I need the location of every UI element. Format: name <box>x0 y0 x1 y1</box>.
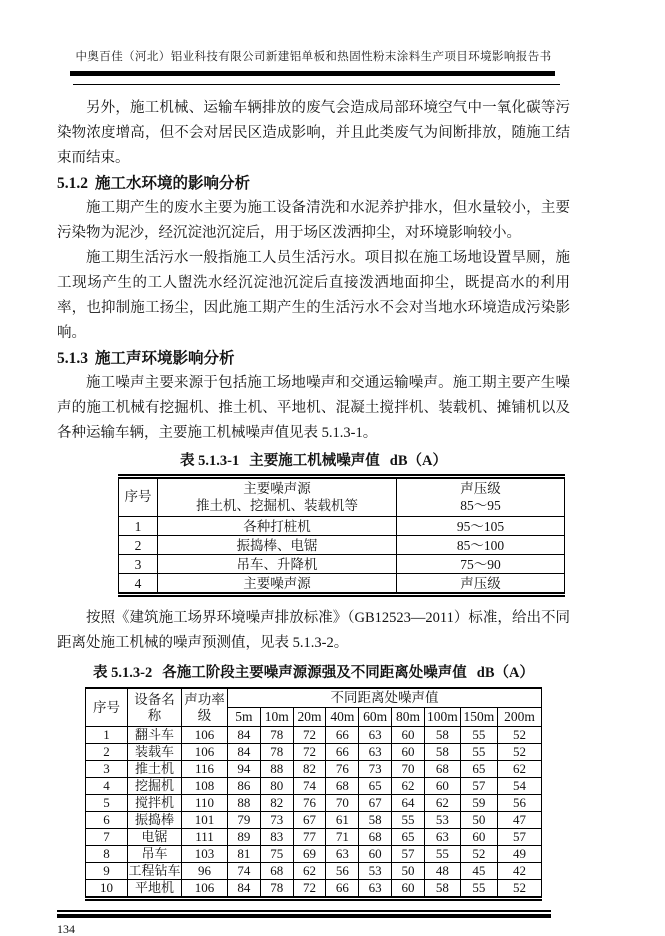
table-cell: 52 <box>497 727 541 744</box>
table-cell: 4 <box>119 574 158 595</box>
table2-caption <box>57 663 570 683</box>
table-cell: 45 <box>460 863 497 880</box>
table-cell: 63 <box>359 744 392 761</box>
table-cell: 5 <box>86 795 128 812</box>
table2-caption-title: 各施工阶段主要噪声源源强及不同距离处噪声值 <box>162 665 467 681</box>
distance-noise-table-body <box>86 727 542 899</box>
table-cell: 101 <box>182 812 228 829</box>
table-cell: 68 <box>326 778 359 795</box>
table-cell: 振捣棒、电锯 <box>158 536 397 555</box>
table-cell: 68 <box>359 829 392 846</box>
table-cell: 搅拌机 <box>128 795 182 812</box>
table-cell: 3 <box>86 761 128 778</box>
table-cell: 106 <box>182 880 228 899</box>
table-cell: 108 <box>182 778 228 795</box>
table-cell: 73 <box>260 812 293 829</box>
table-cell: 62 <box>293 863 326 880</box>
table-cell: 100m <box>424 708 460 727</box>
table-cell: 70 <box>392 761 425 778</box>
table-row <box>86 778 542 795</box>
table-cell: 振捣棒 <box>128 812 182 829</box>
table-cell: 116 <box>182 761 228 778</box>
table-row <box>119 555 565 574</box>
table-row <box>86 744 542 761</box>
table-cell: 57 <box>392 846 425 863</box>
table-cell: 60 <box>392 727 425 744</box>
table-row <box>86 846 542 863</box>
table-cell: 56 <box>497 795 541 812</box>
table1-caption-title: 主要施工机械噪声值 <box>249 453 380 469</box>
table-cell: 79 <box>228 812 261 829</box>
table-cell: 65 <box>392 829 425 846</box>
table-cell: 各种打桩机 <box>158 517 397 536</box>
heading-5-1-3 <box>57 346 570 371</box>
table-cell: 56 <box>326 863 359 880</box>
para-wastewater-1: 施工期产生的废水主要为施工设备清洗和水泥养护排水，但水量较小，主要污染物为泥沙，经沉淀池沉淀后，用于场区泼洒抑尘，对环境影响较小。 <box>57 200 570 241</box>
table1-col-level <box>397 477 565 517</box>
table2-col-device: 设备名称 <box>128 688 182 727</box>
table-cell: 70 <box>326 795 359 812</box>
table-row <box>86 863 542 880</box>
table-cell: 53 <box>359 863 392 880</box>
doc-header <box>57 50 570 85</box>
table-cell: 7 <box>86 829 128 846</box>
table-cell: 60 <box>460 829 497 846</box>
page-content <box>57 50 570 936</box>
page-number: 134 <box>57 922 75 936</box>
table-cell: 63 <box>424 829 460 846</box>
table-cell: 72 <box>293 744 326 761</box>
table1-col-level-line1: 声压级 <box>460 481 501 496</box>
table-cell: 62 <box>392 778 425 795</box>
table-cell: 4 <box>86 778 128 795</box>
table-cell: 平地机 <box>128 880 182 899</box>
table-cell: 96 <box>182 863 228 880</box>
table-cell: 57 <box>460 778 497 795</box>
table-cell: 48 <box>424 863 460 880</box>
table-row <box>86 795 542 812</box>
table-cell: 88 <box>260 761 293 778</box>
header-rule-thick <box>70 71 555 76</box>
table-cell: 106 <box>182 727 228 744</box>
table-cell: 68 <box>260 863 293 880</box>
table-cell: 106 <box>182 744 228 761</box>
table-cell: 40m <box>326 708 359 727</box>
table-row <box>119 536 565 555</box>
table1-col-index: 序号 <box>119 477 158 517</box>
table-cell: 62 <box>424 795 460 812</box>
table-cell: 10m <box>260 708 293 727</box>
table-cell: 72 <box>293 880 326 899</box>
table1-col-source-line2: 推土机、挖掘机、装载机等 <box>196 497 358 513</box>
table-cell: 3 <box>119 555 158 574</box>
table-cell: 58 <box>359 812 392 829</box>
table-cell: 86 <box>228 778 261 795</box>
footer-rule-thick <box>57 914 551 919</box>
doc-header-title: 中奥百佳（河北）铝业科技有限公司新建铝单板和热固性粉末涂料生产项目环境影响报告书 <box>75 51 552 63</box>
table-cell: 63 <box>359 880 392 899</box>
table-cell: 94 <box>228 761 261 778</box>
table-cell: 82 <box>293 761 326 778</box>
table-row <box>86 880 542 899</box>
table-cell: 5m <box>228 708 261 727</box>
table-cell: 55 <box>424 846 460 863</box>
distance-noise-table <box>85 687 542 901</box>
table-cell: 69 <box>293 846 326 863</box>
table-cell: 20m <box>293 708 326 727</box>
table-cell: 55 <box>392 812 425 829</box>
document-body <box>57 96 570 901</box>
table-cell: 挖掘机 <box>128 778 182 795</box>
table-cell: 60 <box>424 778 460 795</box>
table-cell: 1 <box>86 727 128 744</box>
table-cell: 55 <box>460 880 497 899</box>
table-cell: 80 <box>260 778 293 795</box>
table-header-row <box>119 477 565 517</box>
table2-col-distance-group: 不同距离处噪声值 <box>228 688 542 708</box>
table-cell: 62 <box>497 761 541 778</box>
table-cell: 64 <box>392 795 425 812</box>
para-standard-reference: 按照《建筑施工场界环境噪声排放标准》（GB12523—2011）标准，给出不同距离处施工机械的噪声预测值，见表 5.1.3-2。 <box>57 610 570 651</box>
table-cell: 59 <box>460 795 497 812</box>
table-cell: 55 <box>460 727 497 744</box>
table-cell: 67 <box>359 795 392 812</box>
table2-caption-unit: dB（A） <box>476 665 534 681</box>
table-cell: 82 <box>260 795 293 812</box>
table-row <box>86 812 542 829</box>
table-cell: 72 <box>293 727 326 744</box>
table-cell: 78 <box>260 744 293 761</box>
table-cell: 54 <box>497 778 541 795</box>
table-cell: 2 <box>86 744 128 761</box>
heading-title: 施工水环境的影响分析 <box>95 175 251 192</box>
table-cell: 76 <box>326 761 359 778</box>
table-cell: 53 <box>424 812 460 829</box>
table-cell: 2 <box>119 536 158 555</box>
table-cell: 84 <box>228 744 261 761</box>
table-cell: 80m <box>392 708 425 727</box>
table1-caption <box>57 451 570 471</box>
table-cell: 58 <box>424 744 460 761</box>
table1-col-source-line1: 主要噪声源 <box>243 481 311 496</box>
heading-title: 施工声环境影响分析 <box>95 350 235 367</box>
heading-5-1-2 <box>57 171 570 196</box>
table-cell: 74 <box>228 863 261 880</box>
table-cell: 50 <box>460 812 497 829</box>
table-cell: 装载车 <box>128 744 182 761</box>
table-cell: 10 <box>86 880 128 899</box>
table-cell: 75～90 <box>397 555 565 574</box>
table-cell: 83 <box>260 829 293 846</box>
table-cell: 84 <box>228 727 261 744</box>
table-cell: 55 <box>460 744 497 761</box>
table-cell: 78 <box>260 727 293 744</box>
table-cell: 52 <box>460 846 497 863</box>
heading-number: 5.1.2 <box>57 175 88 192</box>
table-cell: 49 <box>497 846 541 863</box>
table-cell: 57 <box>497 829 541 846</box>
para-noise-sources: 施工噪声主要来源于包括施工场地噪声和交通运输噪声。施工期主要产生噪声的施工机械有挖掘机、推土机、平地机、混凝土搅拌机、装载机、摊铺机以及各种运输车辆，主要施工机械噪声值见表 5.1.3-1。 <box>57 375 570 441</box>
table2-col-index: 序号 <box>86 688 128 727</box>
table-cell: 电锯 <box>128 829 182 846</box>
table-cell: 翻斗车 <box>128 727 182 744</box>
table-cell: 6 <box>86 812 128 829</box>
table1-caption-label: 表 5.1.3-1 <box>180 453 240 469</box>
table-cell: 84 <box>228 880 261 899</box>
table-cell: 81 <box>228 846 261 863</box>
header-rule-thin <box>73 84 560 86</box>
table-cell: 63 <box>326 846 359 863</box>
table-cell: 61 <box>326 812 359 829</box>
table-cell: 78 <box>260 880 293 899</box>
table-cell: 74 <box>293 778 326 795</box>
table-cell: 66 <box>326 744 359 761</box>
table-cell: 声压级 <box>397 574 565 595</box>
table-cell: 77 <box>293 829 326 846</box>
table-cell: 工程钻车 <box>128 863 181 879</box>
table-cell: 68 <box>424 761 460 778</box>
table-cell: 52 <box>497 880 541 899</box>
table2-col-power: 声功率级 <box>182 688 228 727</box>
table-cell: 60 <box>392 744 425 761</box>
heading-number: 5.1.3 <box>57 350 88 367</box>
table-cell: 71 <box>326 829 359 846</box>
table-cell: 吊车 <box>128 846 182 863</box>
table-cell: 50 <box>392 863 425 880</box>
table-cell: 1 <box>119 517 158 536</box>
table-cell: 52 <box>497 744 541 761</box>
table-cell: 73 <box>359 761 392 778</box>
table1-caption-unit: dB（A） <box>389 453 447 469</box>
table-row <box>119 517 565 536</box>
table-cell: 66 <box>326 880 359 899</box>
footer-rule-thin <box>57 910 551 912</box>
table-cell: 150m <box>460 708 497 727</box>
para-air-impact: 另外，施工机械、运输车辆排放的废气会造成局部环境空气中一氧化碳等污染物浓度增高，但不会对居民区造成影响，并且此类废气为间断排放，随施工结束而结束。 <box>57 100 570 166</box>
para-wastewater-2: 施工期生活污水一般指施工人员生活污水。项目拟在施工场地设置旱厕，施工现场产生的工人盥洗水经沉淀池沉淀后直接泼洒地面抑尘，既提高水的利用率，也抑制施工扬尘，因此施工期产生的生活污水不会对当地水环境造成污染影响。 <box>57 250 570 341</box>
table2-caption-label: 表 5.1.3-2 <box>93 665 153 681</box>
table-row <box>86 761 542 778</box>
table-row <box>86 727 542 744</box>
table-cell: 47 <box>497 812 541 829</box>
table-cell: 111 <box>182 829 228 846</box>
table-cell: 吊车、升降机 <box>158 555 397 574</box>
table-cell: 200m <box>497 708 541 727</box>
table-cell: 66 <box>326 727 359 744</box>
table-cell: 42 <box>497 863 541 880</box>
table-header-row <box>86 688 542 708</box>
table-cell: 85～100 <box>397 536 565 555</box>
table-cell: 60 <box>392 880 425 899</box>
table-cell: 65 <box>359 778 392 795</box>
table-cell: 67 <box>293 812 326 829</box>
table-cell: 60m <box>359 708 392 727</box>
table-cell: 9 <box>86 863 128 880</box>
table-cell: 63 <box>359 727 392 744</box>
machinery-noise-table <box>118 474 565 597</box>
table-cell: 75 <box>260 846 293 863</box>
table-cell: 推土机 <box>128 761 182 778</box>
table-cell: 110 <box>182 795 228 812</box>
table-cell: 65 <box>460 761 497 778</box>
table-cell: 88 <box>228 795 261 812</box>
table-cell: 8 <box>86 846 128 863</box>
table-cell: 76 <box>293 795 326 812</box>
machinery-noise-table-body <box>119 517 565 595</box>
table-cell: 103 <box>182 846 228 863</box>
table-cell: 89 <box>228 829 261 846</box>
table1-col-level-line2: 85～95 <box>460 497 501 513</box>
table1-col-source <box>158 477 397 517</box>
table-cell: 95～105 <box>397 517 565 536</box>
table-row <box>119 574 565 595</box>
table-row <box>86 829 542 846</box>
table-cell: 主要噪声源 <box>158 574 397 595</box>
table-cell: 58 <box>424 880 460 899</box>
table-cell: 60 <box>359 846 392 863</box>
table-cell: 58 <box>424 727 460 744</box>
